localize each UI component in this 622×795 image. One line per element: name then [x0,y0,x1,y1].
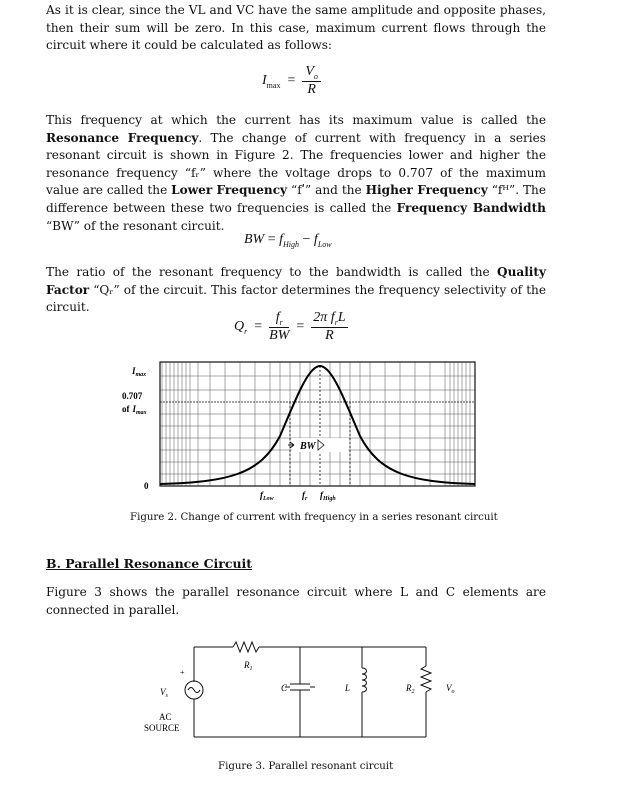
label-c: C [281,683,288,693]
paragraph-intro: As it is clear, since the VL and VC have the same amplitude and opposite phases, then their sum will be zero. In this case, maximum current flows through the circuit where it could be calculated as follows: [46,3,546,53]
equation-bandwidth: BW = $f_{High} - f_{Low}$ [244,232,332,249]
x-label-flow: $f_{Low}$ [260,490,274,502]
label-source: SOURCE [144,723,180,733]
figure3-caption: Figure 3. Parallel resonant circuit [218,761,394,772]
parallel-circuit-figure [140,630,480,755]
resistor-r2 [421,666,431,692]
label-l: L [345,683,351,693]
resistor-r1 [233,642,259,652]
equation-imax: $I_{max}$ = $\frac{V_o}{R}$ [262,64,321,98]
label-plus: + [180,668,185,677]
paragraph-parallel: Figure 3 shows the parallel resonance circuit where L and C elements are connected in parallel. [46,585,546,617]
graph-grid [160,362,475,486]
graph-frame [160,362,475,486]
y-label-zero: 0 [144,481,149,491]
section-heading: B. Parallel Resonance Circuit [46,556,253,571]
y-label-imax: $I_{max}$ [132,366,147,378]
y-label-0707: 0.707 [122,391,143,401]
resonance-curve [160,366,475,484]
inductor-l [362,668,367,692]
label-ac: AC [159,712,172,722]
figure2-caption: Figure 2. Change of current with frequency in a series resonant circuit [130,512,498,523]
x-label-fr: $f_r$ [302,490,308,502]
ac-source-symbol [188,688,200,693]
x-label-fhigh: $f_{High}$ [320,490,336,502]
label-vs: $V_s$ [160,687,168,699]
label-vo: $V_o$ [446,683,455,695]
equation-quality-factor: $Q_r$ = $\frac{f_r}{BW}$ = 2π $f_rL$ R [234,310,346,343]
bw-label: BW [300,441,316,452]
paragraph-quality-factor: The ratio of the resonant frequency to the bandwidth is called the Quality Factor “Qᵣ” of the circuit. This factor determines the frequency selectivity of the circuit. [46,265,546,315]
y-label-of-imax: of $I_{max}$ [122,404,147,416]
paragraph-resonance: This frequency at which the current has its maximum value is called the Resonance Frequency. The change of current with frequency in a series resonant circuit is shown in Figure 2. The frequencies lower and higher the resonance frequency “fᵣ” where the voltage drops to 0.707 of the maximum value are called the Lower Frequency “fʹ” and the Higher Frequency “fᴴ”. The difference between these two frequencies is called the Frequency Bandwidth “BW” of the resonant circuit. [46,113,547,233]
resonance-curve-figure [110,356,500,506]
label-r2: $R_2$ [406,683,415,695]
label-r1: $R_1$ [244,660,253,672]
